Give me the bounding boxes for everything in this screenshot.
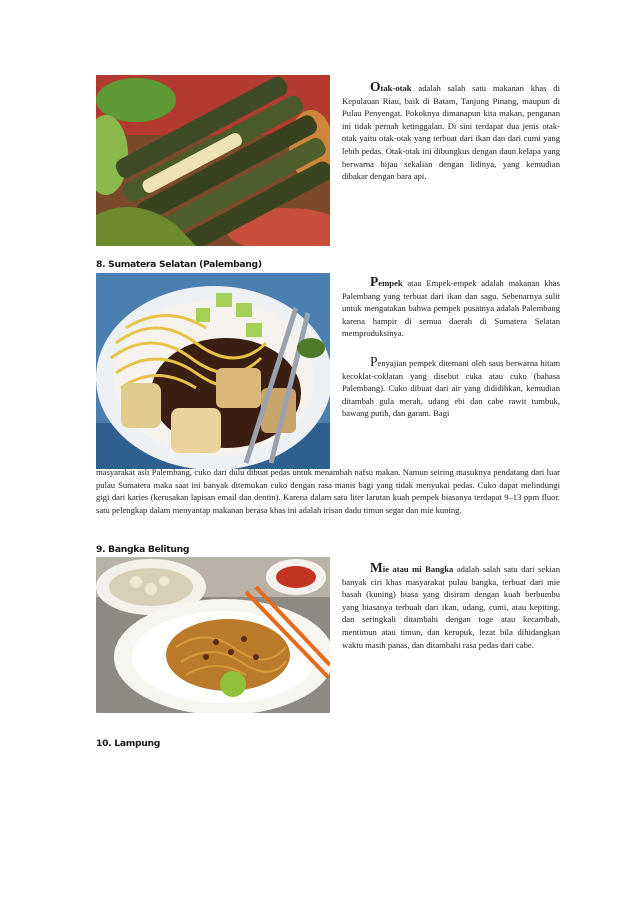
pempek-continuation: masyarakat asli Palembang, cuko dari dulu dibuat pedas untuk menambah nafsu makan. Namun seiring masuknya pendatang dari luar pulau Sumatera maka saat ini banyak ditemukan cuko dengan rasa manis bagi yang tidak menyukai pedas. Cuko dapat melindungi gigi dari karies (kerusakan lapisan email dan dentin). Karena dalam satu liter larutan kuah pempek biasanya terdapat 9–13 ppm fluor. satu pelengkap dalam menyantap makanan berasa khas ini adalah irisan dadu timun segar dan mie kuning. <box>96 467 560 515</box>
pempek-paragraph-2-text: enyajian pempek ditemani oleh saus berwarna hitam kecoklat-coklatan yang disebut cuka atau cuko (bahasa Palembang). Cuko dibuat dari air yang dididihkan, kemudian ditambah gula merah, udang ebi dan cabe rawit tumbuk, bawang putih, dan garam. Bagi <box>342 358 560 419</box>
mie-bangka-photo <box>96 557 330 713</box>
pempek-text: atau Empek-empek adalah makanan khas Palembang yang terbuat dari ikan dan sagu. Sebenarnya sulit untuk mengatakan bahwa pempek pusatnya adalah Palembang karena hampir di semua daerah di Sumatera Selatan memproduksinya. <box>342 278 560 339</box>
otak-otak-photo <box>96 75 330 246</box>
pempek-paragraph-2 <box>342 356 560 420</box>
pempek-photo <box>96 273 330 469</box>
mie-bangka-paragraph <box>342 562 560 651</box>
mie-bangka-name-initial: M <box>370 560 383 575</box>
pempek-paragraph-1 <box>342 276 560 340</box>
otak-otak-name-initial: O <box>370 79 381 94</box>
otak-otak-text: adalah salah satu makanan khas di Kepulauan Riau, baik di Batam, Tanjung Pinang, maupun di Pulau Penyengat. Pokoknya dimanapun kita makan, penganan ini tidak pernah ketinggalan. Di sini terdapat dua jenis otak-otak yaitu otak-otak yang terbuat dari ikan dan dari cumi yang lebih pedas. Otak-otak ini dibungkus dengan daun kelapa yang berwarna hijau sekalian dengan lidinya, yang kemudian dibakar dengan bara api. <box>342 83 560 182</box>
pempek-paragraph-2-initial: P <box>370 354 378 369</box>
pempek-name-initial: P <box>370 274 379 289</box>
mie-bangka-name: ie atau mi Bangka <box>382 564 454 574</box>
section-heading-sumatera-selatan: 8. Sumatera Selatan (Palembang) <box>96 259 262 270</box>
mie-bangka-text: adalah salah satu dari sekian banyak ciri khas masyarakat pulau bangka, terbuat dari mie basah (kuning) biasa yang disiram dengan kuah berbumbu yang biasanya terbuah dari ikan, udang, cumi, atau kepiting. dan seringkali ditambahi dengan toge atau kecambah, mentimun atau timun, dan kerupuk, lezat bila dihidangkan waktu masih panas, dan ditambahi rasa pedas dari cabe. <box>342 564 560 650</box>
pempek-name: empek <box>378 278 403 288</box>
section-heading-lampung: 10. Lampung <box>96 738 161 749</box>
otak-otak-name: tak-otak <box>380 83 412 93</box>
section-heading-bangka-belitung: 9. Bangka Belitung <box>96 544 190 555</box>
otak-otak-paragraph <box>342 81 560 183</box>
